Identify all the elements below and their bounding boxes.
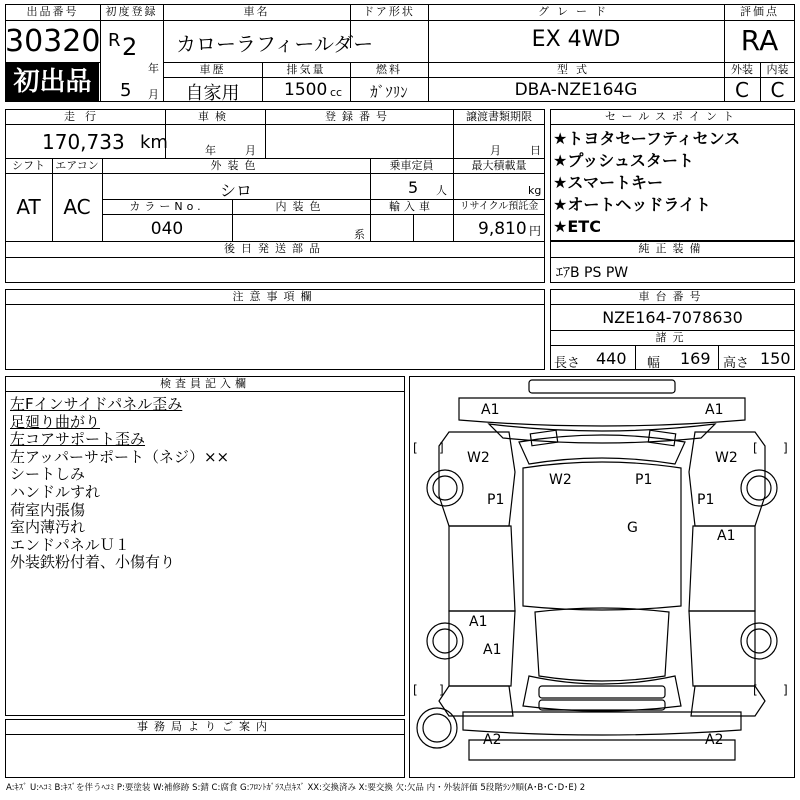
inspector-note: 足廻り曲がり xyxy=(10,412,101,431)
sales-points-list xyxy=(553,128,740,238)
interior-grade-label: 内装 xyxy=(766,63,789,76)
plate-label: 登録番号 xyxy=(325,110,393,123)
exterior-grade-value: C xyxy=(735,78,749,102)
shift-value: AT xyxy=(16,195,41,219)
sales-point: ★プッシュスタート xyxy=(553,151,694,170)
capacity-value: 5 xyxy=(408,178,419,197)
equipment-value: ｴｱB PS PW xyxy=(556,265,629,281)
name-label: 車名 xyxy=(243,5,270,18)
transfer-day-unit: 日 xyxy=(530,144,541,157)
score-value: RA xyxy=(740,24,779,57)
chassis-label: 車台番号 xyxy=(638,290,707,303)
fuel-value: ｶﾞｿﾘﾝ xyxy=(370,83,408,101)
equipment-label: 純正装備 xyxy=(638,242,707,255)
model-label: 型式 xyxy=(557,63,595,76)
reg-label: 初度登録 xyxy=(105,5,158,18)
height-label: 高さ xyxy=(723,356,750,371)
inspection-label: 車検 xyxy=(198,110,232,123)
transfer-month-unit: 月 xyxy=(490,144,501,157)
inspector-note: 左Fインサイドパネル歪み xyxy=(10,395,183,413)
inspection-year-unit: 年 xyxy=(205,144,216,157)
sales-point: ★トヨタセーフティセンス xyxy=(553,129,741,148)
length-value: 440 xyxy=(596,349,627,368)
color-no-value: 040 xyxy=(150,219,184,239)
grade-value: EX 4WD xyxy=(531,27,621,52)
mark-w2-right: W2 xyxy=(715,450,738,466)
mark-p1-left: P1 xyxy=(487,492,505,508)
inspector-note: 外装鉄粉付着、小傷有り xyxy=(10,553,176,572)
width-value: 169 xyxy=(680,349,711,368)
car-name: カローラフィールダー xyxy=(176,32,374,56)
sales-point: ★スマートキー xyxy=(553,173,664,192)
inspector-note: 左コアサポート歪み xyxy=(10,430,146,449)
exterior-grade-label: 外装 xyxy=(731,63,753,76)
month-unit: 月 xyxy=(148,88,159,101)
mark-a1-left-rear: A1 xyxy=(483,642,502,658)
transfer-label: 譲渡書類期限 xyxy=(466,110,532,123)
model-value: DBA-NZE164G xyxy=(514,80,638,100)
office-label: 事務局よりご案内 xyxy=(137,720,273,733)
sales-point: ★オートヘッドライト xyxy=(553,195,711,214)
mileage-label: 走行 xyxy=(64,110,106,123)
capacity-label: 乗車定員 xyxy=(389,159,434,172)
capacity-unit: 人 xyxy=(436,184,447,197)
lot-number: 30320 xyxy=(5,24,101,59)
height-value: 150 xyxy=(760,349,791,368)
color-label: 外装色 xyxy=(210,159,262,172)
color-no-label: カラーNo. xyxy=(129,200,205,213)
mark-a1-right-door: A1 xyxy=(717,528,736,544)
ac-label: エアコン xyxy=(55,159,99,172)
bracket-open: [ xyxy=(753,683,758,697)
bracket-open: [ xyxy=(413,683,418,697)
mark-a1-left-door: A1 xyxy=(469,614,488,630)
shift-label: シフト xyxy=(12,159,45,172)
recycle-label: リサイクル預託金 xyxy=(459,201,539,212)
inspector-note: シートしみ xyxy=(10,465,86,484)
fuel-label: 燃料 xyxy=(376,63,402,76)
mark-p1-right: P1 xyxy=(697,492,715,508)
recycle-unit: 円 xyxy=(529,224,542,238)
sales-points-label: セールスポイント xyxy=(604,110,740,123)
inspector-note: 左アッパーサポート（ネジ）×× xyxy=(10,447,230,466)
interior-color-label: 内装色 xyxy=(275,200,327,213)
interior-grade-value: C xyxy=(770,78,785,102)
displacement-unit: cc xyxy=(330,86,343,99)
mark-a1-front-right: A1 xyxy=(705,402,724,418)
mileage-value: 170,733 xyxy=(42,130,125,154)
history-value: 自家用 xyxy=(185,83,240,104)
first-listing-text: 初出品 xyxy=(13,67,92,97)
interior-color-unit: 系 xyxy=(354,228,365,241)
door-label: ドア形状 xyxy=(363,5,415,18)
load-label: 最大積載量 xyxy=(471,159,527,172)
mark-a2-rear-right: A2 xyxy=(705,732,724,748)
inspector-note: ハンドルすれ xyxy=(10,482,101,501)
dims-label: 諸元 xyxy=(655,331,690,344)
bracket-open: [ xyxy=(753,441,758,455)
inspector-note: 荷室内張傷 xyxy=(10,500,86,519)
inspector-label: 検査員記入欄 xyxy=(160,377,250,390)
legend: A:ｷｽﾞ U:ﾍｺﾐ B:ｷｽﾞを伴うﾍｺﾐ P:要塗装 W:補修跡 S:錆 C:腐食 G:ﾌﾛﾝﾄｶﾞﾗｽ点ｷｽﾞ XX:交換済み X:要交換 欠:欠品 内・外装評価 5段階ﾗﾝｸ順(A･B･C･D･E) 2 xyxy=(6,783,586,793)
inspector-note: エンドパネルＵ１ xyxy=(10,535,130,554)
later-parts-label: 後日発送部品 xyxy=(224,242,326,255)
color-value: シロ xyxy=(219,181,252,200)
bracket-open: [ xyxy=(413,441,418,455)
reg-year: 2 xyxy=(122,33,138,61)
caution-label: 注意事項欄 xyxy=(232,290,318,303)
mileage-unit: km xyxy=(140,132,168,153)
lot-label: 出品番号 xyxy=(26,5,79,18)
width-label: 幅 xyxy=(647,356,661,371)
car-diagram xyxy=(409,376,795,778)
mark-w2-roof: W2 xyxy=(549,472,572,488)
bracket-close: ] xyxy=(439,683,444,697)
recycle-value: 9,810 xyxy=(478,219,527,239)
mark-p1-roof: P1 xyxy=(635,472,653,488)
mark-a2-rear-left: A2 xyxy=(483,732,502,748)
reg-month: 5 xyxy=(120,80,132,101)
sales-point: ★ETC xyxy=(553,217,601,236)
displacement-value: 1500 xyxy=(284,80,328,100)
inspector-note: 室内薄汚れ xyxy=(10,518,86,537)
mark-g-roof: G xyxy=(627,520,638,536)
grade-label: グレード xyxy=(538,5,614,18)
era: R xyxy=(108,30,121,51)
inspection-month-unit: 月 xyxy=(245,144,256,157)
inspector-notes xyxy=(10,396,229,572)
displacement-label: 排気量 xyxy=(286,63,326,76)
ac-value: AC xyxy=(63,195,91,219)
year-unit: 年 xyxy=(148,62,159,75)
chassis-value: NZE164-7078630 xyxy=(602,308,743,327)
bracket-close: ] xyxy=(783,683,788,697)
mark-a1-front-left: A1 xyxy=(481,402,500,418)
mark-w2-left: W2 xyxy=(467,450,490,466)
import-label: 輸入車 xyxy=(389,200,434,213)
bracket-close: ] xyxy=(783,441,788,455)
load-unit: kg xyxy=(528,184,542,197)
score-label: 評価点 xyxy=(740,5,779,18)
bracket-close: ] xyxy=(439,441,444,455)
length-label: 長さ xyxy=(554,356,581,371)
history-label: 車歴 xyxy=(199,63,226,76)
